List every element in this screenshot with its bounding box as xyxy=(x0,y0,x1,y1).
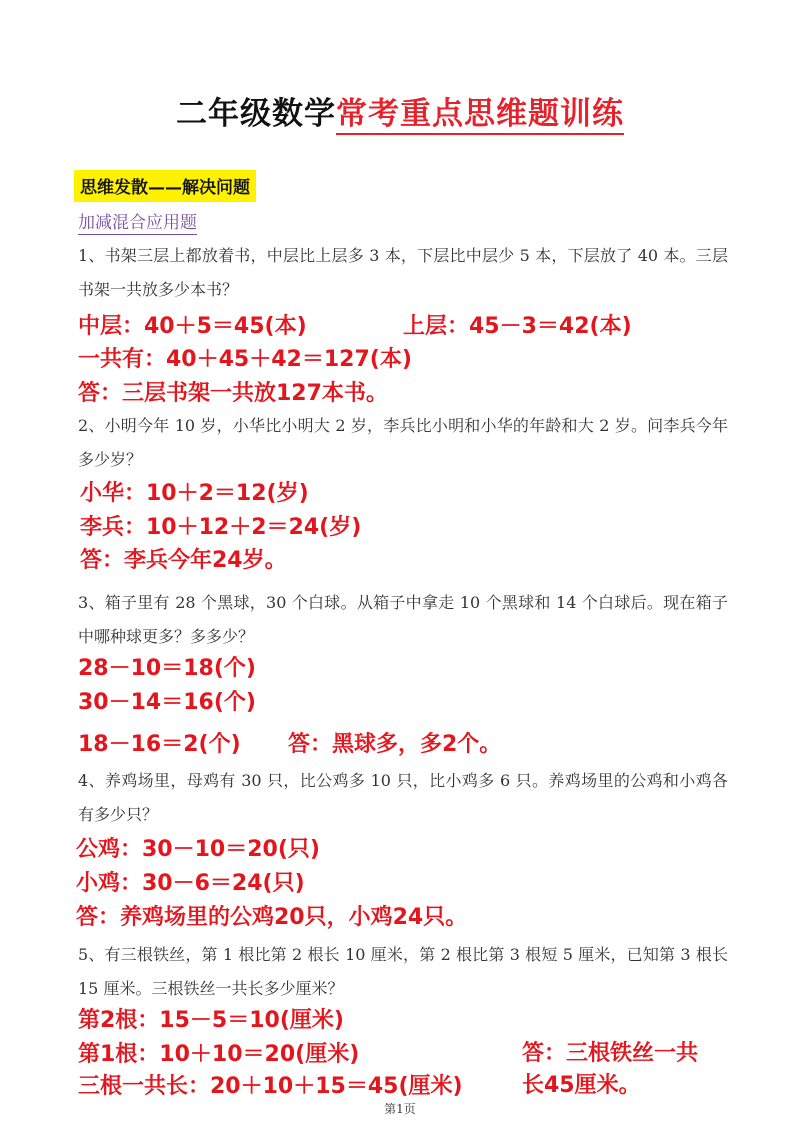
q1-answer-middle: 中层：40＋5＝45(本) xyxy=(78,314,307,339)
subsection-title: 加减混合应用题 xyxy=(78,208,197,235)
q1-answer-upper: 上层：45－3＝42(本) xyxy=(403,314,632,339)
question-2: 2、小明今年 10 岁，小华比小明大 2 岁，李兵比小明和小华的年龄和大 2 岁。问李兵今年多少岁？ xyxy=(78,416,728,469)
q4-answer-chick: 小鸡：30－6＝24(只) xyxy=(76,871,305,896)
q3-answer-diff: 18－16＝2(个) xyxy=(78,732,241,757)
q4-answer-rooster: 公鸡：30－10＝20(只) xyxy=(76,837,320,862)
title-grade: 二年级数学 xyxy=(176,96,336,132)
q2-answer-final: 答：李兵今年24岁。 xyxy=(80,548,287,573)
q5-answer-wire1: 第1根：10＋10＝20(厘米) xyxy=(78,1042,360,1067)
q2-answer-libing: 李兵：10＋12＋2＝24(岁) xyxy=(80,515,362,540)
q1-answer-final: 答：三层书架一共放127本书。 xyxy=(78,381,388,406)
q3-answer-black: 28－10＝18(个) xyxy=(78,656,256,681)
q3-answer-white: 30－14＝16(个) xyxy=(78,690,256,715)
q5-answer-final-line2: 长45厘米。 xyxy=(522,1073,641,1098)
section-tag: 思维发散——解决问题 xyxy=(74,170,256,202)
q2-answer-xiaohua: 小华：10＋2＝12(岁) xyxy=(80,481,309,506)
q5-answer-total: 三根一共长：20＋10＋15＝45(厘米) xyxy=(78,1074,463,1099)
q5-answer-final-line1: 答：三根铁丝一共 xyxy=(522,1041,699,1066)
q3-answer-final: 答：黑球多，多2个。 xyxy=(288,732,502,757)
question-4: 4、养鸡场里，母鸡有 30 只，比公鸡多 10 只，比小鸡多 6 只。养鸡场里的公鸡和小鸡各有多少只？ xyxy=(78,771,728,824)
q1-answer-total: 一共有：40＋45＋42＝127(本) xyxy=(78,347,412,372)
title-topic: 常考重点思维题训练 xyxy=(336,96,624,135)
page-number: 第1页 xyxy=(384,1102,416,1116)
question-3: 3、箱子里有 28 个黑球，30 个白球。从箱子中拿走 10 个黑球和 14 个白球后。现在箱子中哪种球更多？多多少？ xyxy=(78,593,728,646)
q4-answer-final: 答：养鸡场里的公鸡20只，小鸡24只。 xyxy=(76,905,468,930)
question-1: 1、书架三层上都放着书，中层比上层多 3 本，下层比中层少 5 本，下层放了 40 本。三层书架一共放多少本书？ xyxy=(78,246,728,299)
q5-answer-wire2: 第2根：15－5＝10(厘米) xyxy=(78,1008,344,1033)
page-title xyxy=(0,88,800,133)
question-5: 5、有三根铁丝，第 1 根比第 2 根长 10 厘米，第 2 根比第 3 根短 5 厘米，已知第 3 根长 15 厘米。三根铁丝一共长多少厘米？ xyxy=(78,945,728,998)
